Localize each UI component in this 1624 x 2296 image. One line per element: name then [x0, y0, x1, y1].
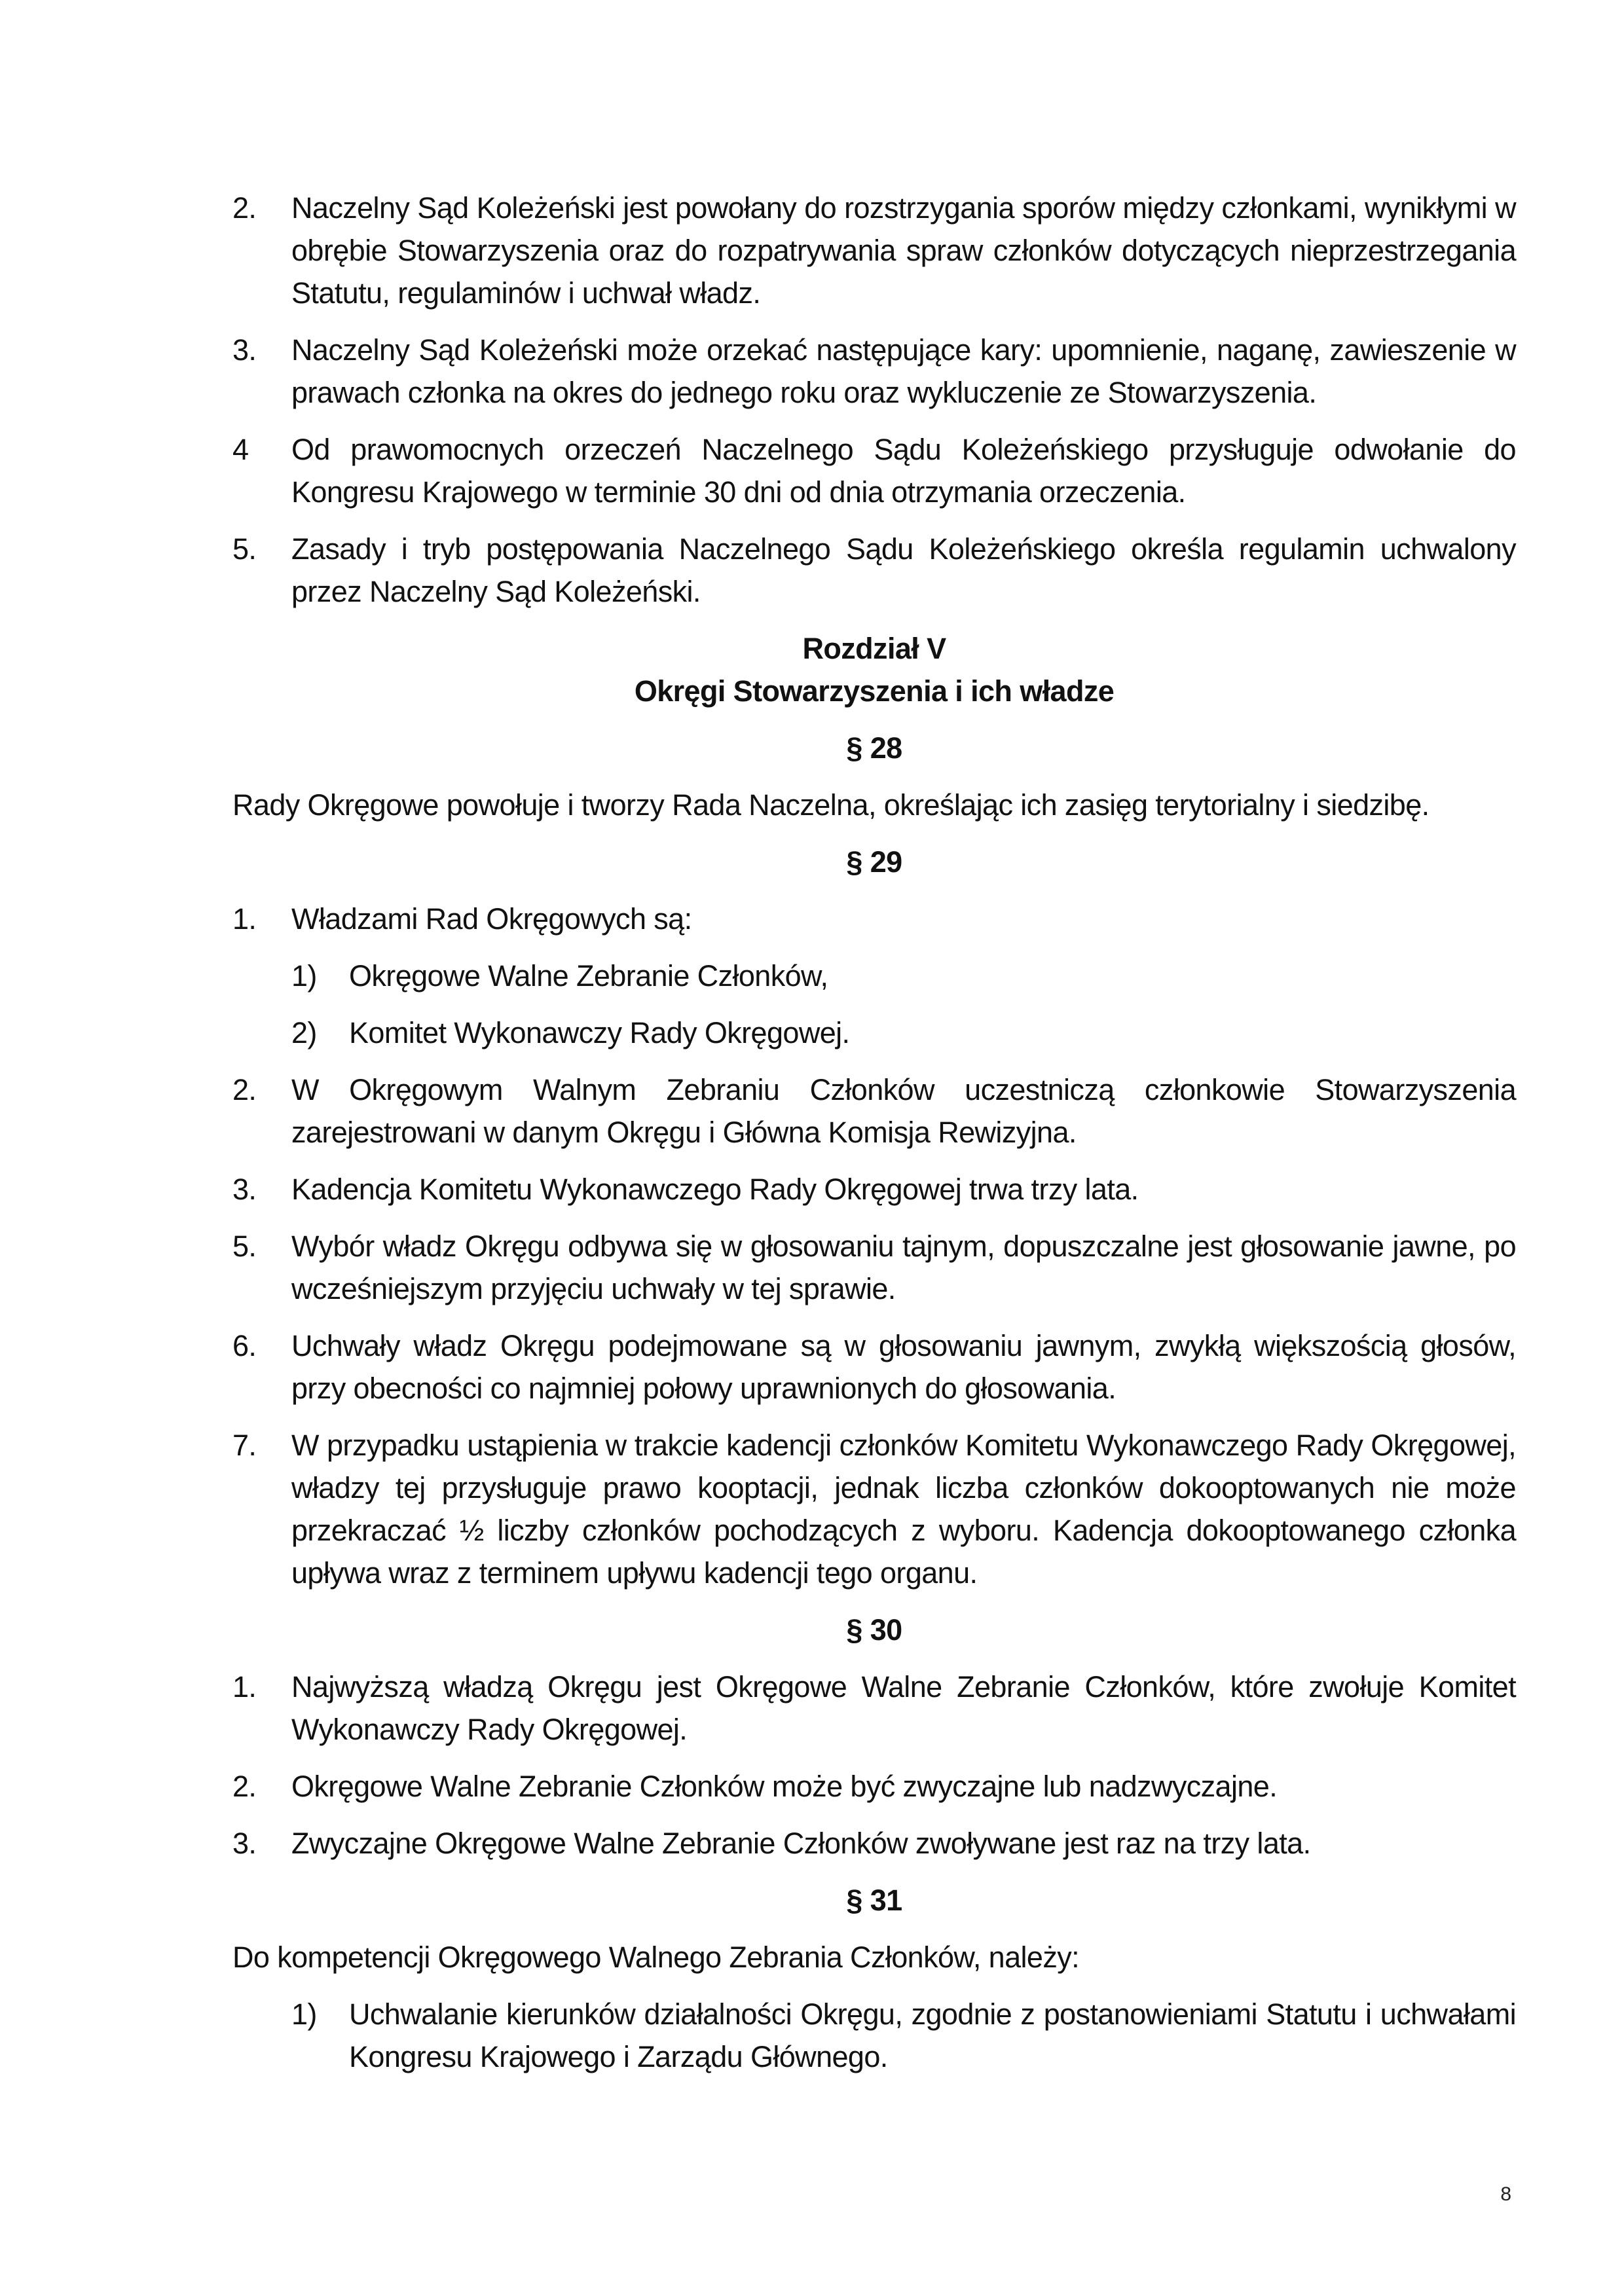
list-item-text: Zwyczajne Okręgowe Walne Zebranie Członków zwoływane jest raz na trzy lata. [291, 1827, 1311, 1860]
list-item-text: Władzami Rad Okręgowych są: [291, 902, 692, 936]
section-paragraph: Do kompetencji Okręgowego Walnego Zebrania Członków, należy: [232, 1941, 1080, 1974]
list-item [232, 528, 1516, 613]
section-28 [232, 727, 1516, 826]
chapter-label: Rozdział V [802, 632, 946, 665]
list-item-number: 7. [232, 1429, 257, 1462]
section-paragraph: Rady Okręgowe powołuje i tworzy Rada Naczelna, określając ich zasięg terytorialny i siedzibę. [232, 788, 1430, 822]
sub-list-item [291, 955, 1516, 997]
list-item-number: 5. [232, 532, 257, 566]
list-item-text: Zasady i tryb postępowania Naczelnego Sądu Koleżeńskiego określa regulamin uchwalony przez Naczelny Sąd Koleżeński. [291, 532, 1516, 608]
list-item [232, 1068, 1516, 1154]
list-item-number: 3. [232, 1173, 257, 1206]
list-item-text: Od prawomocnych orzeczeń Naczelnego Sądu Koleżeńskiego przysługuje odwołanie do Kongresu Krajowego w terminie 30 dni od dnia otrzymania orzeczenia. [291, 433, 1516, 509]
list-item-text: Okręgowe Walne Zebranie Członków może być zwyczajne lub nadzwyczajne. [291, 1770, 1278, 1803]
list-item-number: 6. [232, 1329, 257, 1362]
chapter-title: Okręgi Stowarzyszenia i ich władze [634, 674, 1115, 708]
list-item-number: 2. [232, 1770, 257, 1803]
page-number: 8 [1500, 2183, 1511, 2205]
section-30 [232, 1609, 1516, 1865]
section-heading: § 29 [846, 845, 902, 879]
list-item-number: 2. [232, 1073, 257, 1106]
section-31 [232, 1879, 1516, 2078]
list-item-number: 1. [232, 1670, 257, 1704]
list-item-text: Naczelny Sąd Koleżeński jest powołany do rozstrzygania sporów między członkami, wynikłymi w obrębie Stowarzyszenia oraz do rozpatrywania spraw członków dotyczących nieprzestrzegania Statutu, regulaminów i uchwał władz. [291, 191, 1516, 310]
list-item-number: 3. [232, 1827, 257, 1860]
list-item [232, 1324, 1516, 1410]
sub-list-item-text: Komitet Wykonawczy Rady Okręgowej. [349, 1016, 850, 1049]
section-29 [232, 841, 1516, 1594]
sub-list-item-text: Uchwalanie kierunków działalności Okręgu, zgodnie z postanowieniami Statutu i uchwałami Kongresu Krajowego i Zarządu Głównego. [349, 1997, 1516, 2073]
list-item-text: Uchwały władz Okręgu podejmowane są w głosowaniu jawnym, zwykłą większością głosów, przy obecności co najmniej połowy uprawnionych do głosowania. [291, 1329, 1516, 1405]
list-item-text: W Okręgowym Walnym Zebraniu Członków uczestniczą członkowie Stowarzyszenia zarejestrowani w danym Okręgu i Główna Komisja Rewizyjna. [291, 1073, 1516, 1149]
list-item-text: Kadencja Komitetu Wykonawczego Rady Okręgowej trwa trzy lata. [291, 1173, 1139, 1206]
list-item [232, 1765, 1516, 1808]
list-item [232, 187, 1516, 314]
list-item [232, 898, 1516, 940]
list-item-number: 1. [232, 902, 257, 936]
list-item [232, 1168, 1516, 1211]
list-item [232, 1225, 1516, 1310]
sub-list-item-number: 1) [291, 959, 317, 993]
list-item-number: 5. [232, 1230, 257, 1263]
sub-list-item [291, 1993, 1516, 2078]
section-27-continuation [232, 187, 1516, 613]
sub-list-item-number: 2) [291, 1016, 317, 1049]
list-item-number: 2. [232, 191, 257, 225]
list-item [232, 428, 1516, 513]
list-item-text: Naczelny Sąd Koleżeński może orzekać następujące kary: upomnienie, naganę, zawieszenie w prawach członka na okres do jednego roku oraz wykluczenie ze Stowarzyszenia. [291, 333, 1516, 409]
sub-list-item-text: Okręgowe Walne Zebranie Członków, [349, 959, 828, 993]
section-heading: § 30 [846, 1613, 902, 1647]
list-item-text: Wybór władz Okręgu odbywa się w głosowaniu tajnym, dopuszczalne jest głosowanie jawne, po wcześniejszym przyjęciu uchwały w tej sprawie. [291, 1230, 1516, 1305]
list-item [232, 1822, 1516, 1865]
list-item [232, 1424, 1516, 1594]
sub-list-item-number: 1) [291, 1997, 317, 2031]
sub-list-item [291, 1011, 1516, 1054]
chapter-heading [232, 627, 1516, 712]
section-heading: § 28 [846, 731, 902, 765]
list-item-number: 3. [232, 333, 257, 367]
list-item [232, 329, 1516, 414]
list-item-text: Najwyższą władzą Okręgu jest Okręgowe Walne Zebranie Członków, które zwołuje Komitet Wykonawczy Rady Okręgowej. [291, 1670, 1516, 1746]
list-item-text: W przypadku ustąpienia w trakcie kadencji członków Komitetu Wykonawczego Rady Okręgowej, władzy tej przysługuje prawo kooptacji, jednak liczba członków dokooptowanych nie może przekraczać ½ liczby członków pochodzących z wyboru. Kadencja dokooptowanego członka upływa wraz z terminem upływu kadencji tego organu. [291, 1429, 1516, 1590]
list-item-number: 4 [232, 433, 249, 466]
section-heading: § 31 [846, 1884, 902, 1917]
list-item [232, 1666, 1516, 1751]
